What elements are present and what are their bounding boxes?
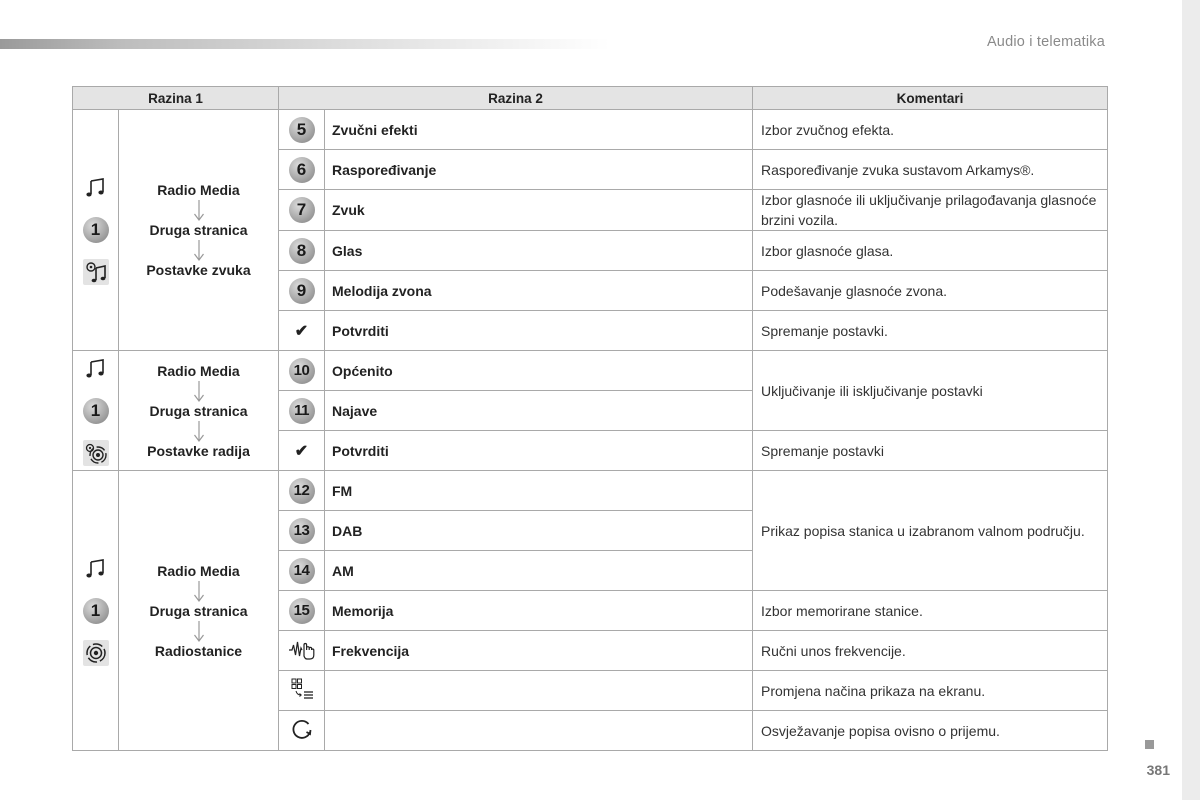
number-8-badge: 8 (289, 238, 315, 264)
level1-icons-cell (73, 471, 119, 751)
option-label: Memorija (325, 591, 753, 631)
number-1-badge: 1 (83, 398, 109, 424)
option-comment: Prikaz popisa stanica u izabranom valnom području. (753, 471, 1108, 591)
nav-radio-stations: Radiostanice (154, 642, 243, 659)
header-comments: Komentari (753, 87, 1108, 110)
arrow-down-icon (193, 380, 205, 402)
header-level-1: Razina 1 (73, 87, 279, 110)
number-12-badge: 12 (289, 478, 315, 504)
radio-settings-icon (83, 440, 109, 466)
option-label (325, 671, 753, 711)
option-comment: Ručni unos frekvencije. (753, 631, 1108, 671)
level1-nav-cell (119, 351, 279, 471)
music-note-icon (82, 175, 110, 201)
display-mode-icon (288, 676, 316, 702)
refresh-icon (288, 716, 316, 742)
option-label: DAB (325, 511, 753, 551)
settings-menu-table (72, 86, 1108, 751)
number-15-badge: 15 (289, 598, 315, 624)
option-comment: Raspoređivanje zvuka sustavom Arkamys®. (753, 150, 1108, 190)
header-gradient-bar (0, 39, 610, 49)
badge-cell (279, 391, 325, 431)
number-1-badge: 1 (83, 598, 109, 624)
badge-cell (279, 511, 325, 551)
badge-cell (279, 271, 325, 311)
arrow-down-icon (193, 620, 205, 642)
nav-radio-media: Radio Media (157, 562, 240, 579)
option-comment: Izbor memorirane stanice. (753, 591, 1108, 631)
frequency-hand-icon (288, 636, 316, 662)
level1-nav-cell (119, 471, 279, 751)
arrow-down-icon (193, 239, 205, 261)
music-note-icon (82, 556, 110, 582)
badge-cell (279, 631, 325, 671)
sound-settings-icon (83, 259, 109, 285)
badge-cell (279, 150, 325, 190)
header-level-2: Razina 2 (279, 87, 753, 110)
page-edge-strip (1182, 0, 1200, 800)
table-row (73, 351, 1108, 391)
nav-radio-media: Radio Media (157, 362, 240, 379)
arrow-down-icon (193, 199, 205, 221)
option-label: Najave (325, 391, 753, 431)
checkmark-icon: ✔ (294, 442, 309, 460)
option-comment: Uključivanje ili isključivanje postavki (753, 351, 1108, 431)
option-label: Zvuk (325, 190, 753, 231)
option-comment: Osvježavanje popisa ovisno o prijemu. (753, 711, 1108, 751)
table-row (73, 110, 1108, 150)
number-9-badge: 9 (289, 278, 315, 304)
number-14-badge: 14 (289, 558, 315, 584)
option-label: Glas (325, 231, 753, 271)
badge-cell (279, 591, 325, 631)
level1-icons-cell (73, 110, 119, 351)
option-comment: Izbor zvučnog efekta. (753, 110, 1108, 150)
music-note-icon (82, 356, 110, 382)
option-label: Zvučni efekti (325, 110, 753, 150)
number-1-badge: 1 (83, 217, 109, 243)
badge-cell (279, 431, 325, 471)
table-row (73, 471, 1108, 511)
radio-signal-icon (83, 640, 109, 666)
number-10-badge: 10 (289, 358, 315, 384)
badge-cell (279, 671, 325, 711)
badge-cell (279, 190, 325, 231)
nav-radio-media: Radio Media (157, 182, 240, 198)
number-13-badge: 13 (289, 518, 315, 544)
badge-cell (279, 231, 325, 271)
option-label: Frekvencija (325, 631, 753, 671)
option-comment: Spremanje postavki. (753, 311, 1108, 351)
nav-second-page: Druga stranica (149, 222, 248, 238)
number-5-badge: 5 (289, 117, 315, 143)
level1-nav-cell (119, 110, 279, 351)
nav-second-page: Druga stranica (149, 402, 248, 419)
number-7-badge: 7 (289, 197, 315, 223)
badge-cell (279, 311, 325, 351)
arrow-down-icon (193, 580, 205, 602)
table-header-row (73, 87, 1108, 110)
badge-cell (279, 551, 325, 591)
badge-cell (279, 711, 325, 751)
option-comment: Spremanje postavki (753, 431, 1108, 471)
option-comment: Podešavanje glasnoće zvona. (753, 271, 1108, 311)
nav-sound-settings: Postavke zvuka (146, 262, 251, 278)
number-6-badge: 6 (289, 157, 315, 183)
option-label: Raspoređivanje (325, 150, 753, 190)
option-comment: Izbor glasnoće glasa. (753, 231, 1108, 271)
number-11-badge: 11 (289, 398, 315, 424)
arrow-down-icon (193, 420, 205, 442)
checkmark-icon: ✔ (294, 322, 309, 340)
option-label: AM (325, 551, 753, 591)
option-comment: Izbor glasnoće ili uključivanje prilagođavanja glasnoće brzini vozila. (753, 190, 1108, 231)
nav-second-page: Druga stranica (149, 602, 248, 619)
page-number: 381 (1146, 762, 1170, 778)
option-label: Općenito (325, 351, 753, 391)
option-label: Potvrditi (325, 431, 753, 471)
option-label: Melodija zvona (325, 271, 753, 311)
option-label (325, 711, 753, 751)
level1-icons-cell (73, 351, 119, 471)
page-marker (1145, 740, 1154, 749)
option-comment: Promjena načina prikaza na ekranu. (753, 671, 1108, 711)
option-label: Potvrditi (325, 311, 753, 351)
option-label: FM (325, 471, 753, 511)
badge-cell (279, 471, 325, 511)
section-title: Audio i telematika (986, 34, 1105, 50)
badge-cell (279, 110, 325, 150)
nav-radio-settings: Postavke radija (147, 442, 250, 459)
badge-cell (279, 351, 325, 391)
